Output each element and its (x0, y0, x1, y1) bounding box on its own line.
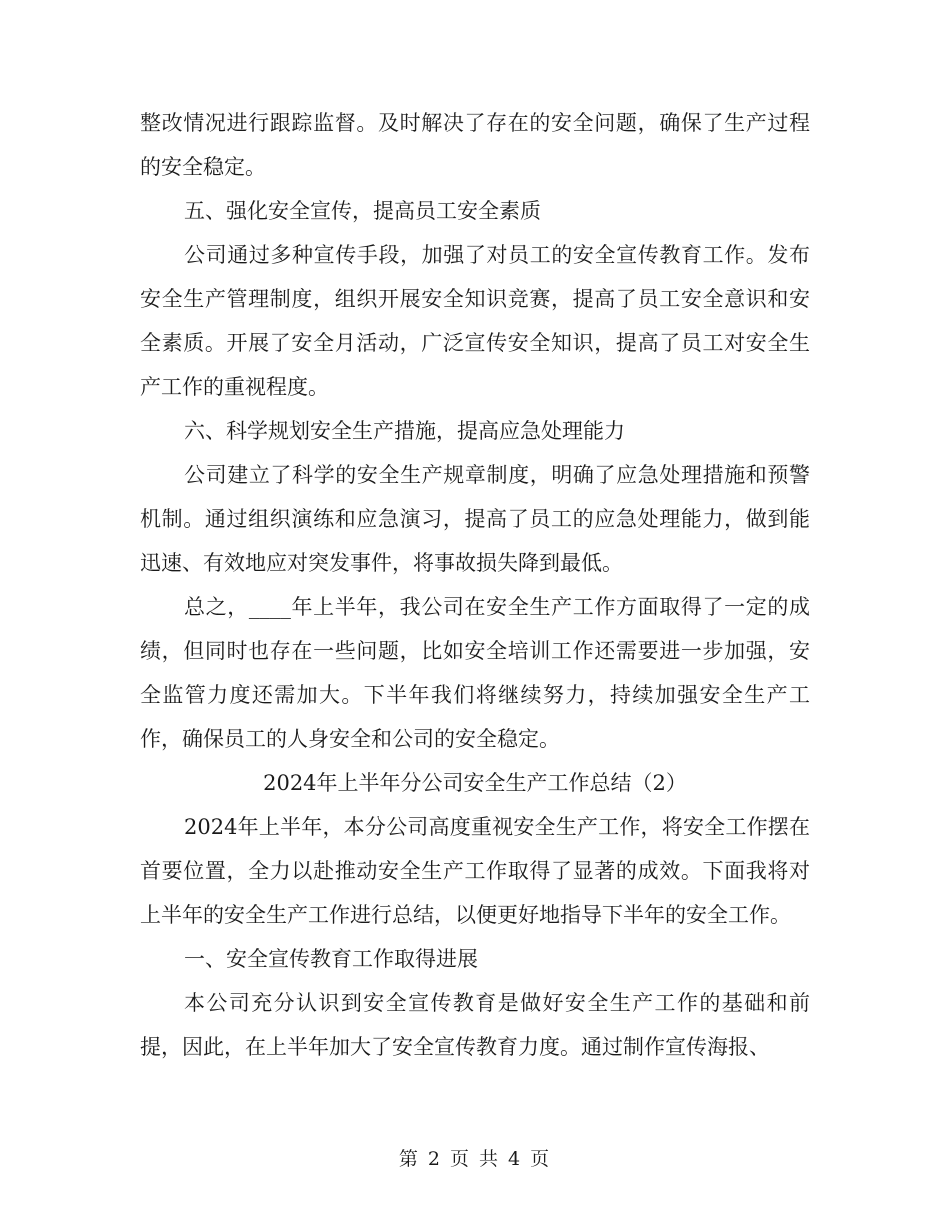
page-number-footer: 第 2 页 共 4 页 (398, 1148, 552, 1170)
section-heading-six: 六、科学规划安全生产措施，提高应急处理能力 (184, 419, 625, 443)
section-heading-one: 一、安全宣传教育工作取得进展 (184, 947, 478, 971)
paragraph-emergency-response: 公司建立了科学的安全生产规章制度，明确了应急处理措施和预警机制。通过组织演练和应急演习，提高了员工的应急处理能力，做到能迅速、有效地应对突发事件，将事故损失降到最低。 (140, 463, 810, 575)
paragraph-publicity-education: 本公司充分认识到安全宣传教育是做好安全生产工作的基础和前提，因此，在上半年加大了安全宣传教育力度。通过制作宣传海报、 (140, 991, 810, 1059)
paragraph-continuation: 整改情况进行跟踪监督。及时解决了存在的安全问题，确保了生产过程的安全稳定。 (140, 111, 810, 179)
paragraph-introduction: 2024年上半年，本分公司高度重视安全生产工作，将安全工作摆在首要位置，全力以赴推动安全生产工作取得了显著的成效。下面我将对上半年的安全生产工作进行总结，以便更好地指导下半年的安全工作。 (140, 815, 810, 927)
paragraph-conclusion: 总之，____年上半年，我公司在安全生产工作方面取得了一定的成绩，但同时也存在一些问题，比如安全培训工作还需要进一步加强，安全监管力度还需加大。下半年我们将继续努力，持续加强安全生产工作，确保员工的人身安全和公司的安全稳定。 (140, 595, 810, 751)
paragraph-safety-publicity: 公司通过多种宣传手段，加强了对员工的安全宣传教育工作。发布安全生产管理制度，组织开展安全知识竞赛，提高了员工安全意识和安全素质。开展了安全月活动，广泛宣传安全知识，提高了员工对安全生产工作的重视程度。 (140, 243, 810, 399)
document-body (140, 101, 810, 1069)
section-heading-five: 五、强化安全宣传，提高员工安全素质 (184, 199, 541, 223)
section-title: 2024年上半年分公司安全生产工作总结（2） (263, 771, 687, 795)
